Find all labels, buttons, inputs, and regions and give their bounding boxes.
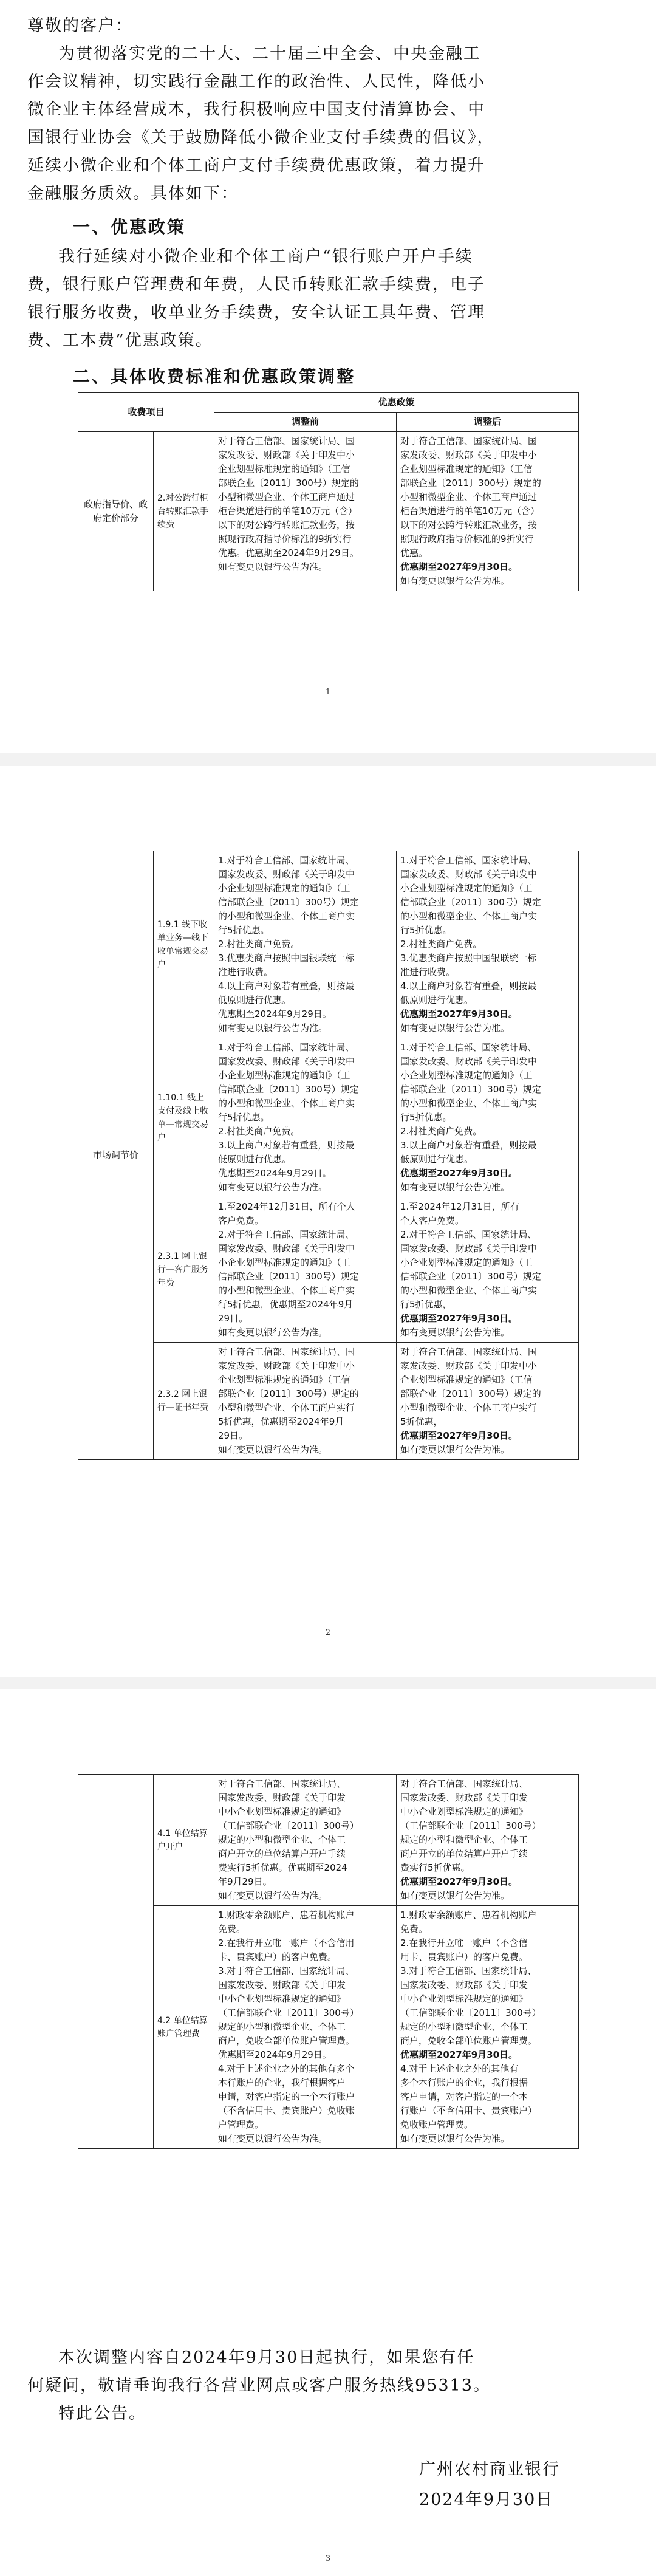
before-cell: [214, 1906, 397, 2149]
text-line: 3.优惠类商户按照中国银联统一标: [218, 953, 355, 964]
text-line: 规定的小型和微型企业、个体工: [400, 2021, 528, 2032]
after-cell: [397, 1038, 579, 1197]
text-line: 2.对于符合工信部、国家统计局、: [218, 1229, 355, 1240]
text-line: 的小型和微型企业、个体工商户实: [400, 1098, 538, 1109]
text-line: 多个本行账户的企业，我行根据: [400, 2077, 528, 2088]
section-1-line: 费，银行账户管理费和年费，人民币转账汇款手续费，电子: [27, 275, 485, 294]
text-line: 部联企业〔2011〕300号）规定的: [218, 1388, 359, 1399]
text-line: 规定的小型和微型企业、个体工: [218, 1834, 346, 1845]
text-line: 申请，对客户指定的一个本行账户: [218, 2091, 355, 2102]
text-line: 4.以上商户对象若有重叠，则按最: [218, 981, 355, 992]
table-row: [78, 1906, 579, 2149]
text-line: 行5折优惠。: [218, 1112, 270, 1123]
text-line: 国家发改委、财政部《关于印发中: [218, 1243, 355, 1254]
text-line: 如有变更以银行公告为准。: [400, 1444, 510, 1455]
text-line: 如有变更以银行公告为准。: [400, 1023, 510, 1033]
after-cell: [397, 1906, 579, 2149]
text-line: 照现行政府指导价标准的9折实行: [218, 533, 352, 544]
text-line: 优惠期至2024年9月29日。: [218, 1168, 332, 1179]
text-line: 部联企业〔2011〕300号）规定的: [218, 478, 359, 488]
text-line: 优惠期至2024年9月29日。: [218, 2049, 332, 2060]
header-after: 调整后: [397, 413, 579, 432]
text-line: 的小型和微型企业、个体工商户实: [400, 1285, 538, 1296]
page-number: 3: [325, 2554, 331, 2563]
text-line: 国家发改委、财政部《关于印发: [218, 1792, 346, 1803]
text-line: 1.财政零余额账户、患着机构账户: [218, 1910, 355, 1920]
text-line: 客户免费。: [218, 1215, 264, 1226]
text-line: 3.对于符合工信部、国家统计局、: [218, 1965, 355, 1976]
text-line: 5折优惠，优惠期至2024年9月: [218, 1416, 344, 1427]
text-line: 信部联企业〔2011〕300号）规定: [218, 1271, 359, 1282]
text-line: 如有变更以银行公告为准。: [400, 2133, 510, 2144]
text-line: 个人客户免费。: [400, 1215, 465, 1226]
item-cell: 2.3.2 网上银行—证书年费: [154, 1343, 214, 1460]
text-line: 3.优惠类商户按照中国银联统一标: [400, 953, 537, 964]
text-line: （工信部联企业〔2011〕300号）: [400, 1820, 541, 1831]
before-cell: [214, 1038, 397, 1197]
text-line: 部联企业〔2011〕300号）规定的: [400, 478, 541, 488]
promo-deadline: 优惠期至2027年9月30日。: [400, 1168, 518, 1179]
text-line: 如有变更以银行公告为准。: [218, 1023, 328, 1033]
after-cell: [397, 1343, 579, 1460]
document-page-1: [0, 0, 656, 753]
text-line: 小企业划型标准规定的通知》（工: [218, 1257, 350, 1268]
text-line: 4.以上商户对象若有重叠，则按最: [400, 981, 537, 992]
section-1-line: 我行延续对小微企业和个体工商户“银行账户开户手续: [58, 247, 473, 266]
header-fee-item: 收费项目: [78, 393, 214, 432]
text-line: 小企业划型标准规定的通知》（工: [218, 1070, 350, 1081]
text-line: 小型和微型企业、个体工商户实行: [218, 1402, 355, 1413]
text-line: 准进行收费。: [218, 967, 273, 978]
text-line: 1.对于符合工信部、国家统计局、: [400, 855, 537, 866]
signature-date: 2024年9月30日: [419, 2490, 554, 2509]
page-number: 2: [325, 1628, 331, 1637]
item-cell: 2.3.1 网上银行—客户服务年费: [154, 1197, 214, 1343]
text-line: 2.村社类商户免费。: [218, 939, 300, 950]
text-line: 本行账户的企业，我行根据客户: [218, 2077, 346, 2088]
text-line: 的小型和微型企业、个体工商户实: [400, 911, 538, 922]
text-line: 部联企业〔2011〕300号）规定的: [400, 1388, 541, 1399]
text-line: 国家发改委、财政部《关于印发: [400, 1979, 528, 1990]
text-line: 以下的对公跨行转账汇款业务，按: [400, 519, 538, 530]
promo-deadline: 优惠期至2027年9月30日。: [400, 1009, 518, 1019]
text-line: 企业划型标准规定的通知》（工信: [218, 1374, 350, 1385]
text-line: 行5折优惠。: [400, 925, 452, 936]
text-line: 3.以上商户对象若有重叠，则按最: [218, 1140, 355, 1151]
text-line: 2.村社类商户免费。: [400, 1126, 482, 1137]
closing-line: 何疑问，敬请垂询我行各营业网点或客户服务热线95313。: [27, 2376, 491, 2395]
text-line: 中小企业划型标准规定的通知》: [218, 1993, 346, 2004]
text-line: 准进行收费。: [400, 967, 456, 978]
text-line: 3.对于符合工信部、国家统计局、: [400, 1965, 537, 1976]
text-line: 中小企业划型标准规定的通知》: [218, 1806, 346, 1817]
text-line: 企业划型标准规定的通知》（工信: [400, 1374, 533, 1385]
text-line: 国家发改委、财政部《关于印发中: [218, 869, 355, 880]
text-line: 规定的小型和微型企业、个体工: [400, 1834, 528, 1845]
text-line: 如有变更以银行公告为准。: [218, 1182, 328, 1193]
text-line: 如有变更以银行公告为准。: [218, 1327, 328, 1338]
signature-bank-name: 广州农村商业银行: [419, 2460, 560, 2479]
text-line: 小型和微型企业、个体工商户通过: [218, 492, 355, 502]
text-line: 小型和微型企业、个体工商户通过: [400, 492, 538, 502]
text-line: 低原则进行优惠。: [400, 1154, 474, 1165]
before-cell: [214, 1197, 397, 1343]
text-line: （工信部联企业〔2011〕300号）: [218, 1820, 359, 1831]
fee-table-page-3: [78, 1774, 579, 2149]
text-line: 4.对于上述企业之外的其他有多个: [218, 2063, 355, 2074]
text-line: 中小企业划型标准规定的通知》: [400, 1993, 528, 2004]
text-line: 客户申请，对客户指定的一个本: [400, 2091, 528, 2102]
text-line: 小企业划型标准规定的通知》（工: [400, 1070, 533, 1081]
text-line: 如有变更以银行公告为准。: [400, 575, 510, 586]
text-line: 行5折优惠，优惠期至2024年9月: [218, 1299, 354, 1310]
text-line: 行账户（不含信用卡、贵宾账户）: [400, 2105, 538, 2116]
text-line: 商户，免收全部单位账户管理费。: [400, 2035, 538, 2046]
item-cell: 4.1 单位结算户开户: [154, 1775, 214, 1906]
section-1-title: 一、优惠政策: [73, 217, 186, 237]
text-line: 照现行政府指导价标准的9折实行: [400, 533, 534, 544]
before-cell: [214, 1343, 397, 1460]
text-line: 优惠。优惠期至2024年9月29日。: [218, 547, 359, 558]
text-line: 用卡、贵宾账户）的客户免费。: [400, 1951, 528, 1962]
text-line: 小企业划型标准规定的通知》（工: [400, 1257, 533, 1268]
text-line: 信部联企业〔2011〕300号）规定: [400, 1084, 541, 1095]
text-line: 规定的小型和微型企业、个体工: [218, 2021, 346, 2032]
before-cell: [214, 432, 397, 591]
text-line: 免费。: [400, 1923, 428, 1934]
text-line: 如有变更以银行公告为准。: [218, 2133, 328, 2144]
text-line: 2.在我行开立唯一账户（不含信: [400, 1937, 528, 1948]
text-line: 对于符合工信部、国家统计局、: [218, 1778, 346, 1789]
text-line: 2.在我行开立唯一账户（不含信用: [218, 1937, 355, 1948]
text-line: 行5折优惠。: [218, 925, 270, 936]
text-line: 行5折优惠，: [400, 1299, 452, 1310]
text-line: 29日。: [218, 1430, 248, 1441]
text-line: 企业划型标准规定的通知》（工信: [218, 464, 350, 474]
text-line: 年9月29日。: [218, 1876, 272, 1887]
text-line: 优惠。: [400, 547, 428, 558]
text-line: 信部联企业〔2011〕300号）规定: [400, 1271, 541, 1282]
text-line: 如有变更以银行公告为准。: [400, 1182, 510, 1193]
text-line: 国家发改委、财政部《关于印发中: [218, 1056, 355, 1067]
after-cell: [397, 1775, 579, 1906]
text-line: 信部联企业〔2011〕300号）规定: [218, 897, 359, 908]
text-line: 2.村社类商户免费。: [218, 1126, 300, 1137]
text-line: 小企业划型标准规定的通知》（工: [218, 883, 350, 894]
item-cell: 1.10.1 线上支付及线上收单—常规交易户: [154, 1038, 214, 1197]
promo-deadline: 优惠期至2027年9月30日。: [400, 2049, 518, 2060]
text-line: 1.对于符合工信部、国家统计局、: [400, 1042, 537, 1053]
text-line: 对于符合工信部、国家统计局、国: [400, 1346, 538, 1357]
section-1-line: 费、工本费”优惠政策。: [27, 331, 213, 350]
intro-line: 为贯彻落实党的二十大、二十届三中全会、中央金融工: [58, 44, 481, 63]
promo-deadline: 优惠期至2027年9月30日。: [400, 1313, 518, 1324]
text-line: 国家发改委、财政部《关于印发中: [400, 1243, 538, 1254]
fee-table-page-1: [78, 392, 579, 591]
section-1-line: 银行服务收费，收单业务手续费，安全认证工具年费、管理: [27, 303, 485, 322]
promo-deadline: 优惠期至2027年9月30日。: [400, 1430, 518, 1441]
text-line: 4.对于上述企业之外的其他有: [400, 2063, 519, 2074]
text-line: 1.财政零余额账户、患着机构账户: [400, 1910, 537, 1920]
text-line: 对于符合工信部、国家统计局、国: [400, 436, 538, 447]
text-line: 信部联企业〔2011〕300号）规定: [218, 1084, 359, 1095]
text-line: 柜台渠道进行的单笔10万元（含）: [400, 505, 540, 516]
text-line: 的小型和微型企业、个体工商户实: [218, 911, 355, 922]
text-line: 如有变更以银行公告为准。: [400, 1890, 510, 1901]
salutation: 尊敬的客户：: [27, 16, 133, 35]
text-line: （工信部联企业〔2011〕300号）: [218, 2007, 359, 2018]
text-line: 小型和微型企业、个体工商户实行: [400, 1402, 538, 1413]
text-line: 3.以上商户对象若有重叠，则按最: [400, 1140, 537, 1151]
text-line: 费实行5折优惠。优惠期至2024: [218, 1862, 347, 1873]
item-cell: 4.2 单位结算账户管理费: [154, 1906, 214, 2149]
table-row: [78, 1038, 579, 1197]
text-line: 信部联企业〔2011〕300号）规定: [400, 897, 541, 908]
text-line: 低原则进行优惠。: [400, 995, 474, 1005]
before-cell: [214, 851, 397, 1038]
table-row: [78, 432, 579, 591]
text-line: 1.至2024年12月31日，所有个人: [218, 1201, 355, 1212]
item-cell: 1.9.1 线下收单业务—线下收单常规交易户: [154, 851, 214, 1038]
closing-line: 本次调整内容自2024年9月30日起执行，如果您有任: [58, 2348, 475, 2367]
text-line: 1.对于符合工信部、国家统计局、: [218, 855, 355, 866]
document-page-2: [0, 766, 656, 1677]
page-number: 1: [325, 688, 331, 697]
text-line: （不含信用卡、贵宾账户）免收账: [218, 2105, 355, 2116]
text-line: 低原则进行优惠。: [218, 1154, 292, 1165]
header-policy: 优惠政策: [214, 393, 579, 413]
text-line: 商户，免收全部单位账户管理费。: [218, 2035, 355, 2046]
text-line: 中小企业划型标准规定的通知》: [400, 1806, 528, 1817]
promo-deadline: 优惠期至2027年9月30日。: [400, 1876, 518, 1887]
intro-line: 国银行业协会《关于鼓励降低小微企业支付手续费的倡议》，: [27, 128, 495, 147]
text-line: （工信部联企业〔2011〕300号）: [400, 2007, 541, 2018]
text-line: 以下的对公跨行转账汇款业务，按: [218, 519, 355, 530]
text-line: 如有变更以银行公告为准。: [218, 1890, 328, 1901]
text-line: 的小型和微型企业、个体工商户实: [218, 1098, 355, 1109]
text-line: 国家发改委、财政部《关于印发: [218, 1979, 346, 1990]
text-line: 29日。: [218, 1313, 248, 1324]
closing-line: 特此公告。: [58, 2404, 146, 2423]
text-line: 国家发改委、财政部《关于印发中: [400, 1056, 538, 1067]
text-line: 行5折优惠。: [400, 1112, 452, 1123]
text-line: 家发改委、财政部《关于印发中小: [218, 1360, 355, 1371]
text-line: 1.对于符合工信部、国家统计局、: [218, 1042, 355, 1053]
promo-deadline: 优惠期至2027年9月30日。: [400, 561, 518, 572]
text-line: 免收账户管理费。: [400, 2119, 474, 2130]
fee-table-page-2: [78, 851, 579, 1460]
category-cell: 政府指导价、政府定价部分: [78, 432, 154, 591]
intro-line: 金融服务质效。具体如下：: [27, 184, 239, 203]
text-line: 家发改委、财政部《关于印发中小: [218, 450, 355, 461]
header-before: 调整前: [214, 413, 397, 432]
text-line: 2.村社类商户免费。: [400, 939, 482, 950]
text-line: 对于符合工信部、国家统计局、国: [218, 1346, 355, 1357]
after-cell: [397, 851, 579, 1038]
text-line: 如有变更以银行公告为准。: [218, 561, 328, 572]
text-line: 户管理费。: [218, 2119, 264, 2130]
text-line: 小企业划型标准规定的通知》（工: [400, 883, 533, 894]
before-cell: [214, 1775, 397, 1906]
text-line: 商户开立的单位结算户开户手续: [218, 1848, 346, 1859]
text-line: 的小型和微型企业、个体工商户实: [218, 1285, 355, 1296]
text-line: 对于符合工信部、国家统计局、国: [218, 436, 355, 447]
table-row: [78, 851, 579, 1038]
text-line: 卡、贵宾账户）的客户免费。: [218, 1951, 337, 1962]
text-line: 费实行5折优惠。: [400, 1862, 470, 1873]
text-line: 2.对于符合工信部、国家统计局、: [400, 1229, 537, 1240]
intro-line: 延续小微企业和个体工商户支付手续费优惠政策，着力提升: [27, 156, 485, 175]
text-line: 如有变更以银行公告为准。: [218, 1444, 328, 1455]
after-cell: [397, 432, 579, 591]
text-line: 国家发改委、财政部《关于印发中: [400, 869, 538, 880]
after-cell: [397, 1197, 579, 1343]
text-line: 家发改委、财政部《关于印发中小: [400, 1360, 538, 1371]
intro-line: 作会议精神，切实践行金融工作的政治性、人民性，降低小: [27, 72, 485, 91]
text-line: 免费。: [218, 1923, 246, 1934]
table-row: [78, 1197, 579, 1343]
section-2-title: 二、具体收费标准和优惠政策调整: [73, 366, 356, 386]
text-line: 低原则进行优惠。: [218, 995, 292, 1005]
text-line: 如有变更以银行公告为准。: [400, 1327, 510, 1338]
text-line: 优惠期至2024年9月29日。: [218, 1009, 332, 1019]
table-row: [78, 1343, 579, 1460]
document-page-3: [0, 1689, 656, 2576]
category-cell: 市场调节价: [78, 851, 154, 1460]
intro-line: 微企业主体经营成本，我行积极响应中国支付清算协会、中: [27, 100, 485, 119]
text-line: 对于符合工信部、国家统计局、: [400, 1778, 528, 1789]
category-cell-continued: [78, 1775, 154, 2149]
text-line: 国家发改委、财政部《关于印发: [400, 1792, 528, 1803]
text-line: 1.至2024年12月31日，所有: [400, 1201, 519, 1212]
text-line: 5折优惠，: [400, 1416, 443, 1427]
text-line: 企业划型标准规定的通知》（工信: [400, 464, 533, 474]
table-row: [78, 1775, 579, 1906]
text-line: 家发改委、财政部《关于印发中小: [400, 450, 538, 461]
text-line: 柜台渠道进行的单笔10万元（含）: [218, 505, 358, 516]
item-cell: 2.对公跨行柜台转账汇款手续费: [154, 432, 214, 591]
text-line: 商户开立的单位结算户开户手续: [400, 1848, 528, 1859]
